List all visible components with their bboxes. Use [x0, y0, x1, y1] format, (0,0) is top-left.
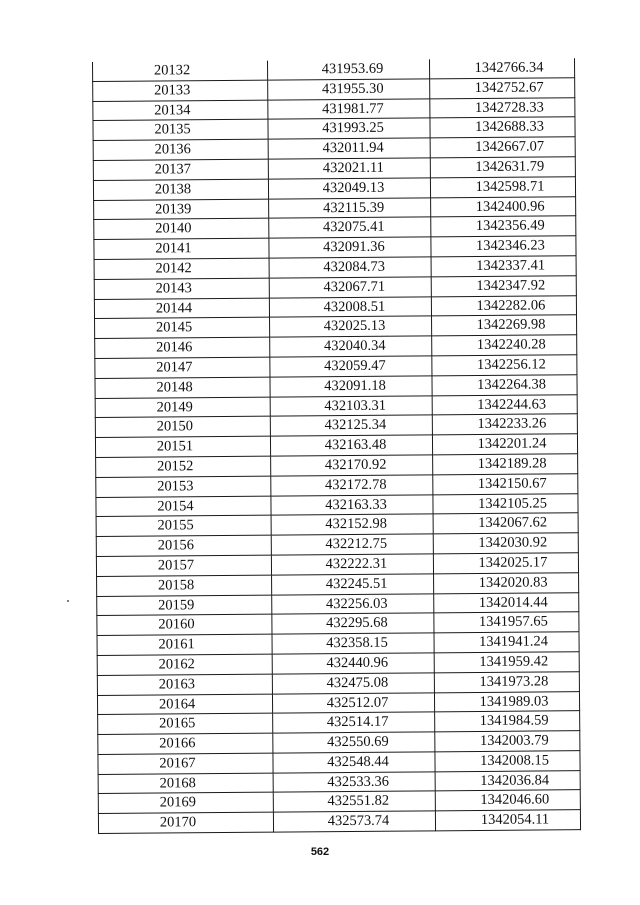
table-row — [98, 810, 580, 834]
coordinate-table-body — [92, 58, 580, 833]
x-coordinate-cell: 432256.03 — [272, 593, 434, 614]
point-id-cell: 20138 — [93, 179, 268, 200]
y-coordinate-cell: 1342728.33 — [430, 97, 575, 118]
point-id-cell: 20132 — [92, 61, 267, 82]
x-coordinate-cell: 432573.74 — [273, 811, 435, 832]
y-coordinate-cell: 1342766.34 — [429, 58, 574, 78]
point-id-cell: 20164 — [97, 694, 272, 715]
y-coordinate-cell: 1342256.12 — [432, 355, 577, 376]
point-id-cell: 20139 — [94, 199, 269, 220]
x-coordinate-cell: 432550.69 — [273, 732, 435, 753]
point-id-cell: 20158 — [97, 575, 272, 596]
y-coordinate-cell: 1342337.41 — [431, 256, 576, 277]
point-id-cell: 20154 — [96, 496, 271, 517]
x-coordinate-cell: 432091.18 — [270, 376, 432, 397]
point-id-cell: 20144 — [94, 298, 269, 319]
point-id-cell: 20155 — [96, 515, 271, 536]
x-coordinate-cell: 432008.51 — [269, 296, 431, 317]
x-coordinate-cell: 432212.75 — [271, 534, 433, 555]
x-coordinate-cell: 432103.31 — [270, 395, 432, 416]
x-coordinate-cell: 432084.73 — [269, 257, 431, 278]
x-coordinate-cell: 432295.68 — [272, 613, 434, 634]
scan-speck — [67, 600, 69, 602]
x-coordinate-cell: 432011.94 — [268, 138, 430, 159]
y-coordinate-cell: 1342631.79 — [430, 157, 575, 178]
point-id-cell: 20167 — [98, 753, 273, 774]
x-coordinate-cell: 432040.34 — [270, 336, 432, 357]
coordinate-table-wrapper — [92, 58, 580, 834]
point-id-cell: 20153 — [96, 476, 271, 497]
y-coordinate-cell: 1342189.28 — [433, 454, 578, 475]
x-coordinate-cell: 432025.13 — [270, 316, 432, 337]
x-coordinate-cell: 432115.39 — [269, 197, 431, 218]
x-coordinate-cell: 432075.41 — [269, 217, 431, 238]
y-coordinate-cell: 1341957.65 — [434, 612, 579, 633]
y-coordinate-cell: 1342030.92 — [433, 533, 578, 554]
y-coordinate-cell: 1342752.67 — [430, 78, 575, 99]
x-coordinate-cell: 432548.44 — [273, 752, 435, 773]
point-id-cell: 20147 — [95, 357, 270, 378]
point-id-cell: 20159 — [97, 595, 272, 616]
point-id-cell: 20156 — [96, 535, 271, 556]
point-id-cell: 20148 — [95, 377, 270, 398]
point-id-cell: 20141 — [94, 238, 269, 259]
page-number: 562 — [310, 846, 330, 858]
x-coordinate-cell: 432514.17 — [273, 712, 435, 733]
x-coordinate-cell: 432245.51 — [272, 574, 434, 595]
x-coordinate-cell: 432512.07 — [272, 692, 434, 713]
x-coordinate-cell: 432067.71 — [269, 277, 431, 298]
y-coordinate-cell: 1342240.28 — [432, 335, 577, 356]
x-coordinate-cell: 432533.36 — [273, 772, 435, 793]
y-coordinate-cell: 1342201.24 — [432, 434, 577, 455]
y-coordinate-cell: 1341959.42 — [434, 652, 579, 673]
point-id-cell: 20142 — [94, 258, 269, 279]
point-id-cell: 20169 — [98, 793, 273, 814]
point-id-cell: 20135 — [93, 120, 268, 141]
y-coordinate-cell: 1342688.33 — [430, 117, 575, 138]
y-coordinate-cell: 1342244.63 — [432, 394, 577, 415]
y-coordinate-cell: 1342025.17 — [433, 553, 578, 574]
x-coordinate-cell: 432172.78 — [271, 475, 433, 496]
x-coordinate-cell: 431981.77 — [268, 98, 430, 119]
point-id-cell: 20165 — [98, 713, 273, 734]
point-id-cell: 20151 — [95, 436, 270, 457]
point-id-cell: 20134 — [93, 100, 268, 121]
point-id-cell: 20160 — [97, 614, 272, 635]
point-id-cell: 20149 — [95, 397, 270, 418]
x-coordinate-cell: 431955.30 — [268, 79, 430, 100]
point-id-cell: 20145 — [95, 317, 270, 338]
y-coordinate-cell: 1342020.83 — [434, 572, 579, 593]
x-coordinate-cell: 432222.31 — [271, 554, 433, 575]
y-coordinate-cell: 1342008.15 — [435, 751, 580, 772]
x-coordinate-cell: 431953.69 — [267, 59, 429, 80]
y-coordinate-cell: 1342282.06 — [431, 295, 576, 316]
y-coordinate-cell: 1342014.44 — [434, 592, 579, 613]
y-coordinate-cell: 1342054.11 — [435, 810, 580, 831]
x-coordinate-cell: 432021.11 — [268, 158, 430, 179]
point-id-cell: 20150 — [95, 416, 270, 437]
x-coordinate-cell: 432440.96 — [272, 653, 434, 674]
y-coordinate-cell: 1341989.03 — [434, 691, 579, 712]
x-coordinate-cell: 432163.33 — [271, 494, 433, 515]
point-id-cell: 20140 — [94, 218, 269, 239]
point-id-cell: 20137 — [93, 159, 268, 180]
y-coordinate-cell: 1342003.79 — [435, 731, 580, 752]
y-coordinate-cell: 1342269.98 — [432, 315, 577, 336]
point-id-cell: 20136 — [93, 139, 268, 160]
y-coordinate-cell: 1342067.62 — [433, 513, 578, 534]
x-coordinate-cell: 432475.08 — [272, 673, 434, 694]
x-coordinate-cell: 432091.36 — [269, 237, 431, 258]
point-id-cell: 20161 — [97, 634, 272, 655]
y-coordinate-cell: 1341973.28 — [434, 671, 579, 692]
y-coordinate-cell: 1342400.96 — [431, 196, 576, 217]
point-id-cell: 20166 — [98, 733, 273, 754]
y-coordinate-cell: 1342105.25 — [433, 493, 578, 514]
point-id-cell: 20162 — [97, 654, 272, 675]
x-coordinate-cell: 432163.48 — [270, 435, 432, 456]
y-coordinate-cell: 1342150.67 — [433, 473, 578, 494]
x-coordinate-cell: 432551.82 — [273, 791, 435, 812]
coordinate-table — [92, 58, 581, 834]
y-coordinate-cell: 1342598.71 — [430, 176, 575, 197]
y-coordinate-cell: 1342667.07 — [430, 137, 575, 158]
y-coordinate-cell: 1341984.59 — [435, 711, 580, 732]
y-coordinate-cell: 1342233.26 — [432, 414, 577, 435]
x-coordinate-cell: 432059.47 — [270, 356, 432, 377]
y-coordinate-cell: 1342346.23 — [431, 236, 576, 257]
point-id-cell: 20143 — [94, 278, 269, 299]
point-id-cell: 20168 — [98, 773, 273, 794]
point-id-cell: 20170 — [98, 812, 273, 833]
point-id-cell: 20146 — [95, 337, 270, 358]
x-coordinate-cell: 432152.98 — [271, 514, 433, 535]
y-coordinate-cell: 1342036.84 — [435, 770, 580, 791]
x-coordinate-cell: 432170.92 — [271, 455, 433, 476]
point-id-cell: 20163 — [97, 674, 272, 695]
y-coordinate-cell: 1342347.92 — [431, 275, 576, 296]
point-id-cell: 20157 — [96, 555, 271, 576]
y-coordinate-cell: 1342264.38 — [432, 374, 577, 395]
y-coordinate-cell: 1342356.49 — [431, 216, 576, 237]
x-coordinate-cell: 432125.34 — [270, 415, 432, 436]
point-id-cell: 20152 — [96, 456, 271, 477]
x-coordinate-cell: 431993.25 — [268, 118, 430, 139]
point-id-cell: 20133 — [93, 80, 268, 101]
x-coordinate-cell: 432358.15 — [272, 633, 434, 654]
y-coordinate-cell: 1341941.24 — [434, 632, 579, 653]
y-coordinate-cell: 1342046.60 — [435, 790, 580, 811]
x-coordinate-cell: 432049.13 — [268, 178, 430, 199]
